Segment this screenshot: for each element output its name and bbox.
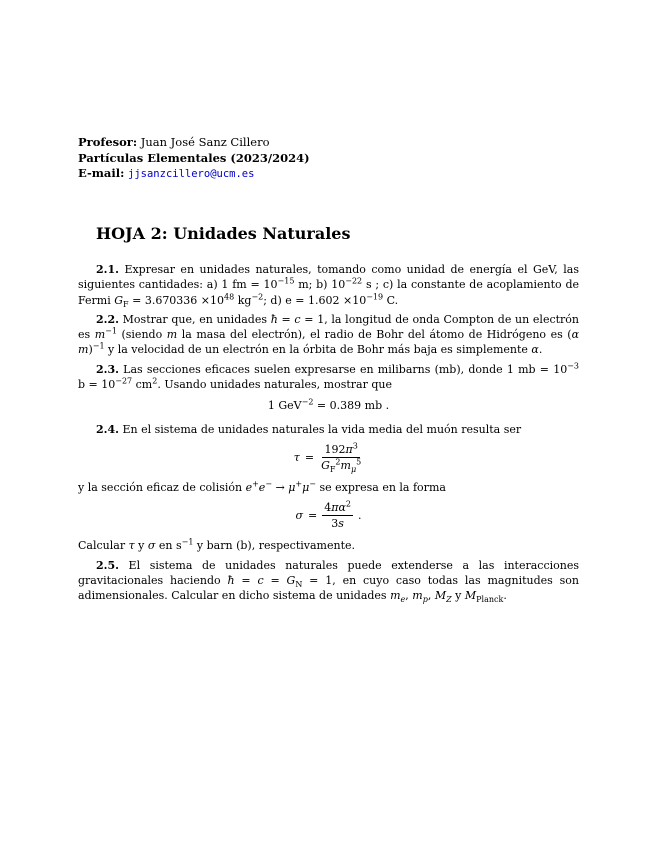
problem-number: 2.5. (96, 558, 119, 572)
sheet-title: HOJA 2: Unidades Naturales (96, 224, 351, 243)
problem-5: 2.5. El sistema de unidades naturales puede extenderse a las interacciones gravitacionales haciendo ħ = $c = G_N = 1$, en cuyo caso todas las magnitudes son adimensionales. Calcular en dicho sistema de unidades $m_e$, $m_p$, $M_Z$ y $M_{Planck}$. (78, 558, 579, 605)
email-link[interactable]: jjsanzcillero@ucm.es (128, 168, 255, 180)
email-label: E-mail: (78, 166, 125, 180)
sigma-fraction: $\frac{4\pi\alpha^2}{3s}$ (324, 499, 351, 531)
problems-section (78, 262, 579, 607)
problem-2: 2.2. Mostrar que, en unidades ħ = c = 1, la longitud de onda Compton de un electrón es $m^{-1}$ (siendo m la masa del electrón), el radio de Bohr del átomo de Hidrógeno es (α m)$^{-1}$ y la velocidad de un electrón en la órbita de Bohr más baja es simplemente α. (78, 312, 580, 357)
equation-tau: τ = $\frac{192\pi^3}{G_F^2m_\mu^5}$ (293, 441, 362, 475)
professor-label: Profesor: (78, 135, 138, 149)
professor-name: Juan José Sanz Cillero (140, 135, 270, 149)
professor-line (78, 135, 310, 151)
problem-number: 2.3. (96, 362, 119, 376)
header-block (78, 135, 310, 183)
equation-sigma: σ = $\frac{4\pi\alpha^2}{3s}$ . (295, 499, 362, 531)
equation-gev-mb: 1 GeV$^{-2}$ = 0.389 mb . (267, 397, 390, 413)
email-line (78, 166, 310, 183)
tau-fraction: $\frac{192\pi^3}{G_F^2m_\mu^5}$ (321, 441, 362, 475)
course-line (78, 151, 310, 167)
problem-number: 2.4. (96, 422, 119, 436)
problem-1: 2.1. Expresar en unidades naturales, tomando como unidad de energía el GeV, las siguientes cantidades: a) 1 fm = $10^{-15}$ m; b) $10^{-22}$ s ; c) la constante de acoplamiento de Fermi $G_F = 3.670336 \times 10^{48}$ $kg^{-2}$; d) $e = 1.602 \times 10^{-19}$ C. (78, 263, 579, 309)
problem-4-question: Calcular τ y σ en $s^{-1}$ y barn (b), respectivamente. (78, 537, 355, 553)
problem-4-continuation: y la sección eficaz de colisión e+e− → μ+μ− se expresa en la forma (78, 479, 446, 494)
problem-number: 2.2. (96, 312, 119, 326)
course-name: Partículas Elementales (2023/2024) (78, 150, 310, 165)
problem-number: 2.1. (96, 263, 119, 276)
problem-3: 2.3. Las secciones eficaces suelen expresarse en milibarns (mb), donde 1 mb = $10^{-3}$ $b = 10^{-27}$ $cm^2$. Usando unidades naturales, mostrar que (78, 361, 579, 392)
problem-4: 2.4. En el sistema de unidades naturales la vida media del muón resulta ser (96, 422, 522, 436)
